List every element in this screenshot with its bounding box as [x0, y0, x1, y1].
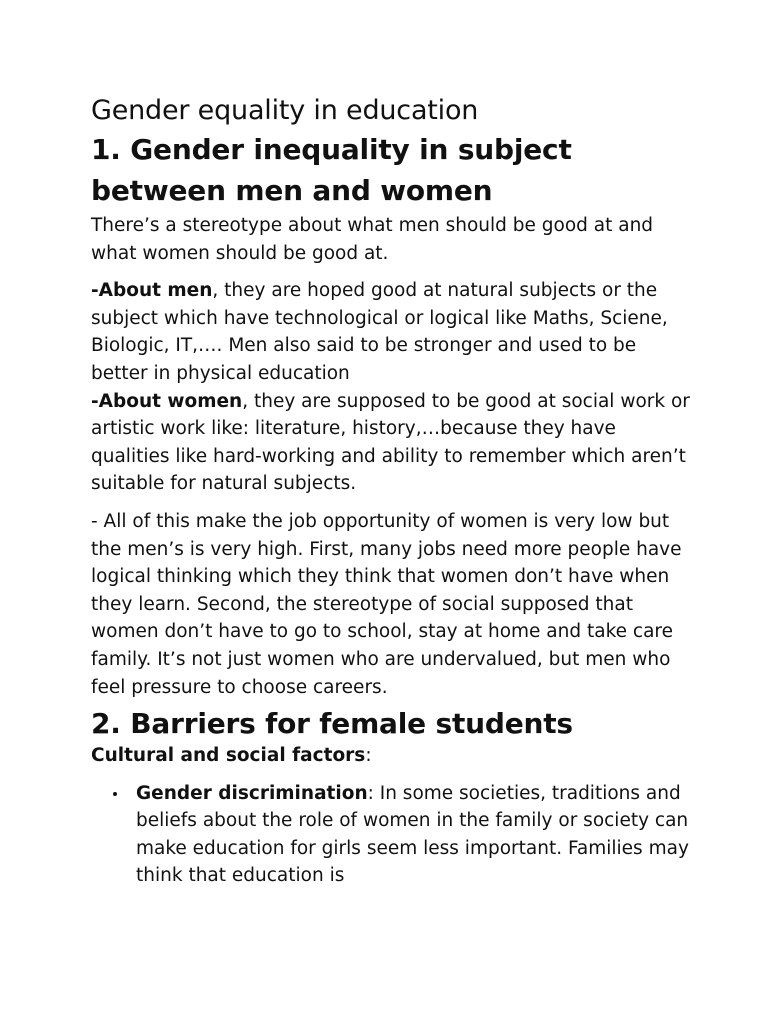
list-item [91, 780, 691, 890]
section-1-conclusion: - All of this make the job opportunity of women is very low but the men’s is very high. First, many jobs need more people have logical thinking which they think that women don’t have when they learn. Second, the stereotype of social supposed that women don’t have to go to school, stay at home and take care family. It’s not just women who are undervalued, but men who feel pressure to choose careers. [91, 510, 682, 698]
about-men-text: , they are hoped good at natural subjects or the subject which have technological or logical like Maths, Sciene, Biologic, IT,…. Men also said to be stronger and used to be better in physical education [91, 280, 668, 384]
subheading-label: Cultural and social factors [91, 745, 366, 767]
about-women-paragraph [91, 388, 691, 498]
bullet-icon [113, 792, 117, 796]
about-men-label: -About men [91, 280, 213, 302]
section-1-heading: 1. Gender inequality in subject between men and women [91, 133, 572, 207]
subheading-suffix: : [365, 745, 372, 767]
section-2-subheading [91, 742, 691, 770]
barrier-list [91, 780, 691, 890]
about-men-paragraph [91, 277, 691, 387]
section-1-intro: There’s a stereotype about what men should be good at and what women should be good at. [91, 215, 654, 264]
bullet-label: Gender discrimination [136, 782, 368, 804]
document-page [91, 92, 691, 890]
document-title: Gender equality in education [91, 95, 479, 126]
bullet-text: : In some societies, traditions and beliefs about the role of women in the family or society can make education for girls seem less important. Families may think that education is [136, 782, 689, 887]
about-women-label: -About women [91, 390, 243, 412]
about-women-text: , they are supposed to be good at social work or artistic work like: literature, history,…because they have qualities like hard-working and ability to remember which aren’t suitable for natural subjects. [91, 390, 690, 495]
section-2-heading: 2. Barriers for female students [91, 707, 573, 741]
